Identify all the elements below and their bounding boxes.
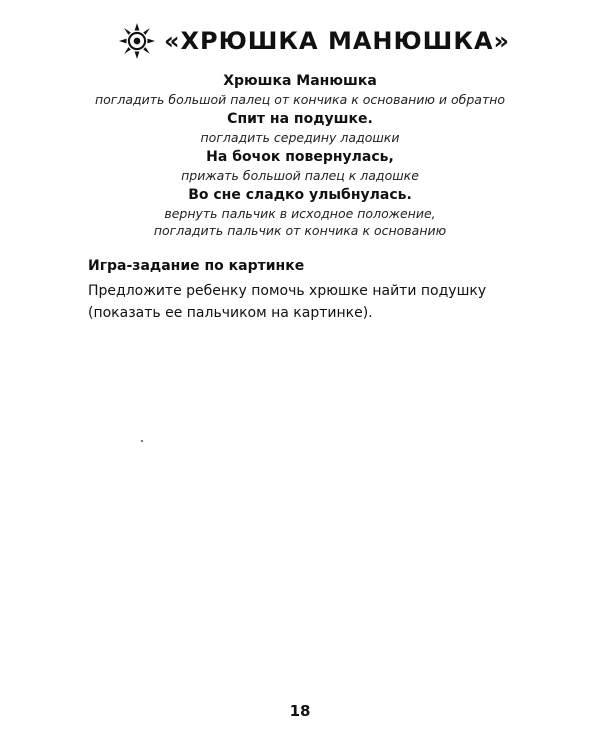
poem-instruction: вернуть пальчик в исходное положение, (164, 206, 436, 221)
page-header (118, 22, 510, 60)
poem-instruction: погладить большой палец от кончика к основанию и обратно (94, 92, 506, 107)
poem-instruction: прижать большой палец к ладошке (181, 168, 419, 183)
poem-line: Хрюшка Манюшка (223, 73, 377, 89)
poem-line: На бочок повернулась, (206, 149, 394, 165)
speck (141, 440, 143, 442)
poem-line: Спит на подушке. (227, 111, 373, 127)
game-heading: Игра-задание по картинке (88, 258, 305, 274)
poem-block (0, 70, 600, 239)
poem-line: Во сне сладко улыбнулась. (188, 187, 412, 203)
game-text: Предложите ребенку помочь хрюшке найти подушку (показать ее пальчиком на картинке). (88, 283, 487, 321)
poem-instruction: погладить пальчик от кончика к основанию (153, 223, 447, 238)
page-title: «ХРЮШКА МАНЮШКА» (164, 27, 511, 55)
sun-icon (118, 22, 156, 60)
poem-instruction: погладить середину ладошки (200, 130, 400, 145)
page-number: 18 (289, 702, 311, 720)
